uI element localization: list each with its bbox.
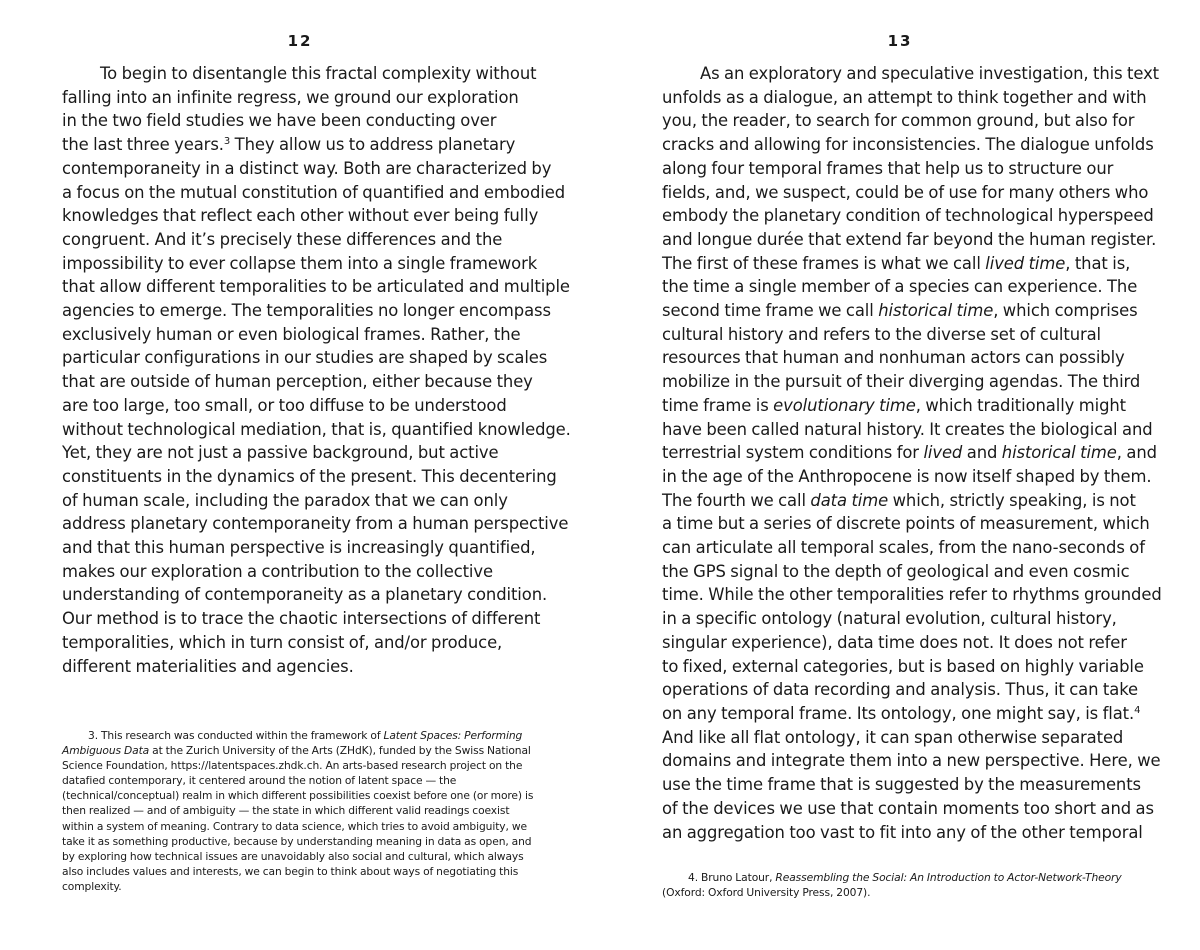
text-line: The first of these frames is what we call lived time, that is, (662, 253, 1131, 273)
term-data-time: data time (810, 490, 889, 510)
text-line: The fourth we call data time which, strictly speaking, is not (662, 490, 1136, 510)
text-line: mobilize in the pursuit of their diverging agendas. The third (662, 372, 1141, 392)
text-line: impossibility to ever collapse them into a single framework (62, 253, 538, 273)
text-line: domains and integrate them into a new perspective. Here, we (662, 751, 1161, 771)
text-line: the GPS signal to the depth of geological and even cosmic (662, 561, 1130, 581)
page-number-right: 13 (887, 32, 913, 50)
text-line: and that this human perspective is increasingly quantified, (62, 538, 536, 558)
text-line: can articulate all temporal scales, from the nano-seconds of (662, 538, 1145, 558)
text-line: use the time frame that is suggested by the measurements (662, 775, 1141, 795)
text-line: singular experience), data time does not. It does not refer (662, 632, 1127, 652)
text-line: a time but a series of discrete points of measurement, which (662, 514, 1150, 534)
text-line: on any temporal frame. Its ontology, one might say, is flat.$^4$ (662, 703, 1141, 723)
text-line: second time frame we call historical time, which comprises (662, 301, 1138, 321)
text-line: have been called natural history. It creates the biological and (662, 419, 1153, 439)
page-number-left: 12 (287, 32, 313, 50)
text-line: contemporaneity in a distinct way. Both are characterized by (62, 158, 552, 178)
text-line: cultural history and refers to the diverse set of cultural (662, 324, 1102, 344)
text-line: the last three years.$^3$ They allow us to address planetary (62, 135, 516, 155)
term-lived: lived (923, 443, 963, 463)
footnote-3: 3. This research was conducted within the framework of Latent Spaces: Performing Ambiguous Data at the Zurich University of the Arts (ZHdK), funded by the Swiss National Science Foundation, https://latentspaces.zhdk.ch. An arts-based research project on the datafied contemporary, it centered around the notion of latent space — the (technical/conceptual) realm in which different possibilities coexist before one (or more) is then realized — and of ambiguity — the state in which different valid readings coexist within a system of meaning. Contrary to data science, which tries to avoid ambiguity, we take it as something productive, because by understanding meaning in data as open, and by exploring how technical issues are unavoidably also social and cultural, which always also includes values and interests, we can begin to think about ways of negotiating this complexity. (62, 729, 534, 893)
text-line: fields, and, we suspect, could be of use for many others who (662, 182, 1149, 202)
text-line: and longue durée that extend far beyond the human register. (662, 229, 1157, 249)
text-line: the time a single member of a species can experience. The (662, 277, 1138, 297)
text-line: time frame is evolutionary time, which traditionally might (662, 395, 1126, 415)
text-line: address planetary contemporaneity from a human perspective (62, 514, 569, 534)
text-line: in a specific ontology (natural evolution, cultural history, (662, 609, 1117, 629)
text-line: operations of data recording and analysis. Thus, it can take (662, 680, 1138, 700)
text-line: different materialities and agencies. (62, 656, 354, 676)
footnote-title: Reassembling the Social: An Introduction to Actor-Network-Theory (775, 871, 1122, 884)
text-line: Yet, they are not just a passive background, but active (62, 443, 499, 463)
text-line: time. While the other temporalities refer to rhythms grounded (662, 585, 1162, 605)
text-line: in the age of the Anthropocene is now itself shaped by them. (662, 466, 1152, 486)
text-line: exclusively human or even biological frames. Rather, the (62, 324, 521, 344)
text-line: falling into an infinite regress, we ground our exploration (62, 87, 519, 107)
text-line: of human scale, including the paradox that we can only (62, 490, 508, 510)
body-paragraph-left (62, 62, 571, 678)
text-line: are too large, too small, or too diffuse to be understood (62, 395, 507, 415)
term-historical-time: historical time (1001, 443, 1117, 463)
text-line: To begin to disentangle this fractal complexity without (100, 64, 537, 83)
text-line: And like all flat ontology, it can span otherwise separated (662, 727, 1124, 747)
text-line: agencies to emerge. The temporalities no longer encompass (62, 301, 551, 321)
text-line: in the two field studies we have been conducting over (62, 111, 497, 131)
term-historical-time: historical time (878, 301, 994, 321)
text-line: that are outside of human perception, either because they (62, 372, 533, 392)
text-line: makes our exploration a contribution to the collective (62, 561, 493, 581)
footnote-ref-4[interactable]: 4 (1134, 704, 1141, 716)
text-line: As an exploratory and speculative investigation, this text (700, 64, 1159, 83)
text-line: terrestrial system conditions for lived and historical time, and (662, 443, 1157, 463)
text-line: of the devices we use that contain moments too short and as (662, 798, 1154, 818)
footnote-4: 4. Bruno Latour, Reassembling the Social: An Introduction to Actor-Network-Theory (Oxford: Oxford University Press, 2007). (662, 871, 1122, 900)
term-evolutionary-time: evolutionary time (773, 395, 916, 415)
text-line: Our method is to trace the chaotic intersections of different (62, 609, 541, 629)
text-line: along four temporal frames that help us to structure our (662, 158, 1114, 178)
footnote-ref-3[interactable]: 3 (223, 136, 231, 148)
text-line: knowledges that reflect each other without ever being fully (62, 206, 539, 226)
text-line: to fixed, external categories, but is based on highly variable (662, 656, 1144, 676)
text-line: embody the planetary condition of technological hyperspeed (662, 206, 1154, 226)
text-line: an aggregation too vast to fit into any of the other temporal (662, 822, 1143, 842)
text-line: without technological mediation, that is, quantified knowledge. (62, 419, 571, 439)
text-line: temporalities, which in turn consist of, and/or produce, (62, 632, 503, 652)
text-line: congruent. And it’s precisely these differences and the (62, 229, 503, 249)
footnote-title: Latent Spaces: Performing Ambiguous Data (62, 729, 523, 758)
text-line: cracks and allowing for inconsistencies. The dialogue unfolds (662, 135, 1154, 155)
text-line: you, the reader, to search for common ground, but also for (662, 111, 1135, 131)
term-lived-time: lived time (985, 253, 1066, 273)
text-line: constituents in the dynamics of the present. This decentering (62, 466, 557, 486)
right-page (600, 0, 1200, 950)
text-line: understanding of contemporaneity as a planetary condition. (62, 585, 548, 605)
text-line: a focus on the mutual constitution of quantified and embodied (62, 182, 565, 202)
text-line: particular configurations in our studies are shaped by scales (62, 348, 548, 368)
text-line: that allow different temporalities to be articulated and multiple (62, 277, 570, 297)
text-line: resources that human and nonhuman actors can possibly (662, 348, 1125, 368)
text-line: unfolds as a dialogue, an attempt to think together and with (662, 87, 1147, 107)
body-paragraph-right (662, 62, 1162, 844)
